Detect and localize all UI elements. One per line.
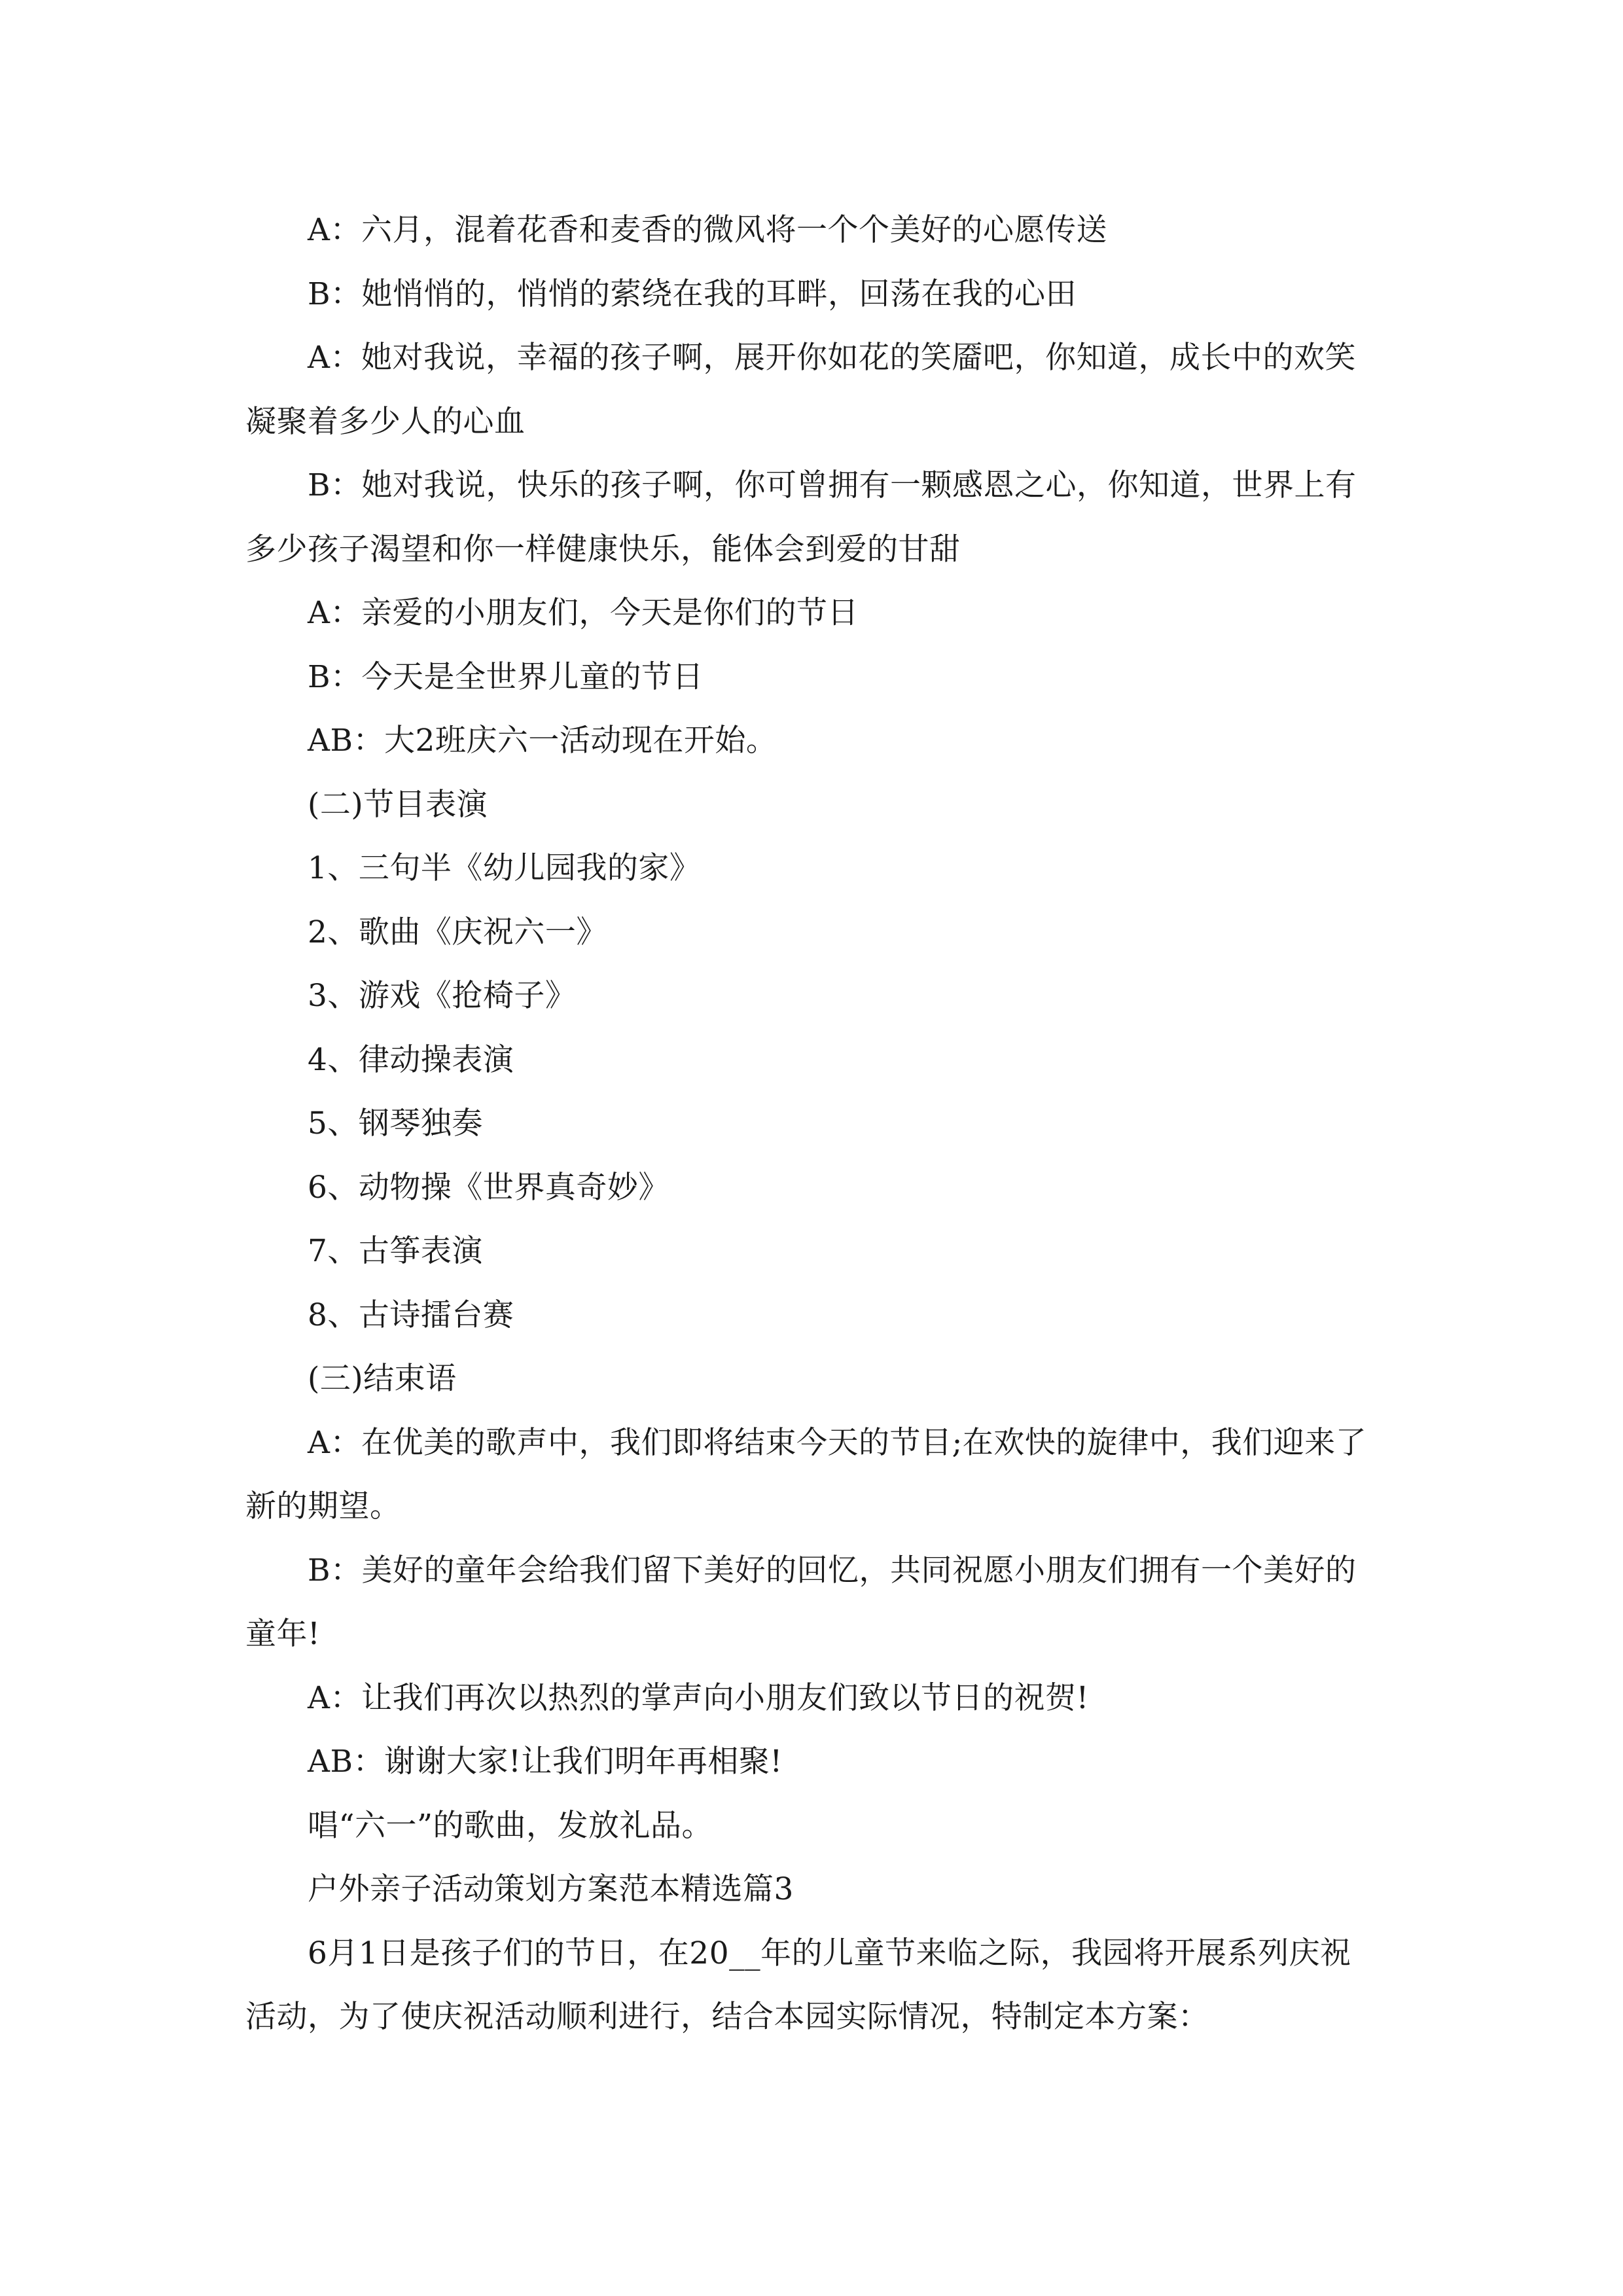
program-item-4: 4、律动操表演 [308, 1041, 514, 1078]
paragraph-closing-song-gifts: 唱“六一”的歌曲，发放礼品。 [308, 1807, 713, 1844]
paragraph-dialogue-b-joyful-child: B：她对我说，快乐的孩子啊，你可曾拥有一颗感恩之心，你知道，世界上有多少孩子渴望和你一样健康快乐，能体会到爱的甘甜 [245, 467, 1357, 567]
program-item-5: 5、钢琴独奏 [308, 1105, 483, 1141]
section-heading-performances: (二)节目表演 [308, 786, 488, 823]
paragraph-dialogue-b-world-children: B：今天是全世界儿童的节日 [308, 658, 704, 695]
document-body [245, 198, 1378, 2049]
paragraph-closing-b-memories: B：美好的童年会给我们留下美好的回忆，共同祝愿小朋友们拥有一个美好的童年! [245, 1552, 1357, 1652]
paragraph-closing-a-applause: A：让我们再次以热烈的掌声向小朋友们致以节日的祝贺! [308, 1679, 1089, 1716]
paragraph-dialogue-b-whisper: B：她悄悄的，悄悄的萦绕在我的耳畔，回荡在我的心田 [308, 276, 1077, 312]
program-item-8: 8、古诗擂台赛 [308, 1297, 514, 1333]
paragraph-dialogue-a-happy-child: A：她对我说，幸福的孩子啊，展开你如花的笑靥吧，你知道，成长中的欢笑凝聚着多少人的心血 [245, 340, 1356, 440]
paragraph-dialogue-ab-start: AB：大2班庆六一活动现在开始。 [308, 723, 777, 759]
program-item-3: 3、游戏《抢椅子》 [308, 978, 577, 1014]
section-title-plan-3: 户外亲子活动策划方案范本精选篇3 [308, 1871, 794, 1907]
paragraph-closing-a-songs: A：在优美的歌声中，我们即将结束今天的节目;在欢快的旋律中，我们迎来了新的期望。 [245, 1424, 1367, 1524]
paragraph-dialogue-a-friends: A：亲爱的小朋友们，今天是你们的节日 [308, 595, 859, 631]
paragraph-plan-intro: 6月1日是孩子们的节日，在20__年的儿童节来临之际，我园将开展系列庆祝活动，为了使庆祝活动顺利进行，结合本园实际情况，特制定本方案： [245, 1935, 1351, 2035]
program-item-6: 6、动物操《世界真奇妙》 [308, 1169, 669, 1206]
program-item-7: 7、古筝表演 [308, 1233, 483, 1269]
paragraph-dialogue-a-june: A：六月，混着花香和麦香的微风将一个个美好的心愿传送 [308, 212, 1107, 248]
program-item-2: 2、歌曲《庆祝六一》 [308, 914, 607, 950]
paragraph-closing-ab-thanks: AB：谢谢大家!让我们明年再相聚! [308, 1744, 783, 1780]
program-item-1: 1、三句半《幼儿园我的家》 [308, 850, 701, 886]
section-heading-closing: (三)结束语 [308, 1361, 457, 1397]
